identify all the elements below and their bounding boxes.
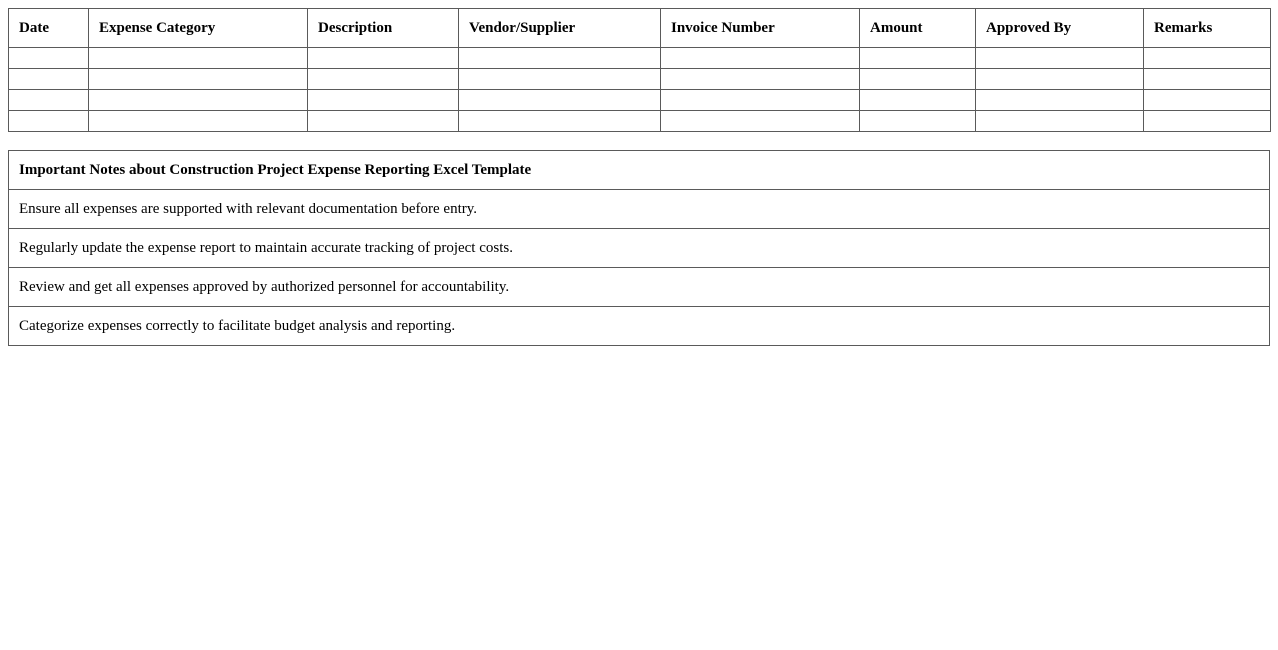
table-row	[9, 69, 1271, 90]
note-item: Regularly update the expense report to maintain accurate tracking of project costs.	[9, 229, 1270, 268]
cell-description[interactable]	[308, 48, 459, 69]
cell-vendor-supplier[interactable]	[459, 90, 661, 111]
cell-approved-by[interactable]	[976, 90, 1144, 111]
cell-date[interactable]	[9, 48, 89, 69]
table-row	[9, 111, 1271, 132]
note-item: Review and get all expenses approved by authorized personnel for accountability.	[9, 268, 1270, 307]
note-row	[9, 307, 1270, 346]
cell-vendor-supplier[interactable]	[459, 111, 661, 132]
cell-invoice-number[interactable]	[661, 69, 860, 90]
header-vendor-supplier: Vendor/Supplier	[459, 9, 661, 48]
cell-approved-by[interactable]	[976, 111, 1144, 132]
cell-remarks[interactable]	[1144, 48, 1271, 69]
header-invoice-number: Invoice Number	[661, 9, 860, 48]
note-row	[9, 229, 1270, 268]
cell-invoice-number[interactable]	[661, 90, 860, 111]
header-remarks: Remarks	[1144, 9, 1271, 48]
cell-approved-by[interactable]	[976, 48, 1144, 69]
cell-description[interactable]	[308, 69, 459, 90]
header-date: Date	[9, 9, 89, 48]
note-row	[9, 190, 1270, 229]
note-item: Categorize expenses correctly to facilitate budget analysis and reporting.	[9, 307, 1270, 346]
expense-table	[8, 8, 1271, 132]
cell-expense-category[interactable]	[89, 48, 308, 69]
header-expense-category: Expense Category	[89, 9, 308, 48]
cell-expense-category[interactable]	[89, 69, 308, 90]
cell-amount[interactable]	[860, 69, 976, 90]
note-row	[9, 268, 1270, 307]
cell-date[interactable]	[9, 90, 89, 111]
notes-title: Important Notes about Construction Project Expense Reporting Excel Template	[9, 151, 1270, 190]
cell-date[interactable]	[9, 111, 89, 132]
header-description: Description	[308, 9, 459, 48]
cell-amount[interactable]	[860, 111, 976, 132]
header-amount: Amount	[860, 9, 976, 48]
table-row	[9, 48, 1271, 69]
cell-amount[interactable]	[860, 90, 976, 111]
cell-expense-category[interactable]	[89, 90, 308, 111]
cell-date[interactable]	[9, 69, 89, 90]
cell-expense-category[interactable]	[89, 111, 308, 132]
note-item: Ensure all expenses are supported with relevant documentation before entry.	[9, 190, 1270, 229]
cell-approved-by[interactable]	[976, 69, 1144, 90]
expense-table-header-row	[9, 9, 1271, 48]
cell-invoice-number[interactable]	[661, 48, 860, 69]
cell-remarks[interactable]	[1144, 69, 1271, 90]
cell-invoice-number[interactable]	[661, 111, 860, 132]
cell-vendor-supplier[interactable]	[459, 69, 661, 90]
cell-amount[interactable]	[860, 48, 976, 69]
notes-table	[8, 150, 1270, 346]
table-row	[9, 90, 1271, 111]
notes-title-row	[9, 151, 1270, 190]
cell-description[interactable]	[308, 111, 459, 132]
cell-description[interactable]	[308, 90, 459, 111]
header-approved-by: Approved By	[976, 9, 1144, 48]
cell-remarks[interactable]	[1144, 90, 1271, 111]
cell-remarks[interactable]	[1144, 111, 1271, 132]
cell-vendor-supplier[interactable]	[459, 48, 661, 69]
